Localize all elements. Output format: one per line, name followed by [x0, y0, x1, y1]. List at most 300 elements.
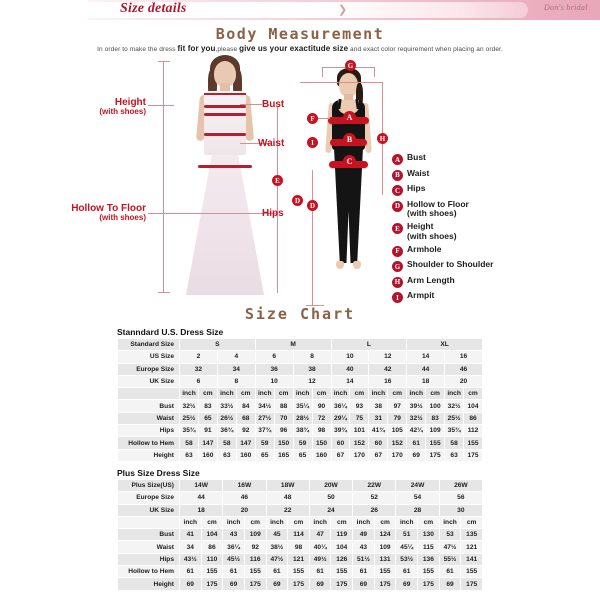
cell-uk_size: 28	[396, 504, 439, 516]
cell-us_size: 12	[369, 351, 407, 363]
cell-uk_size: 18	[407, 375, 445, 387]
row-label-bust: Bust	[118, 529, 180, 541]
cell-hips: 136	[418, 553, 440, 565]
cell-bust: 84	[236, 400, 255, 412]
cell-hips: 49½	[309, 553, 331, 565]
cell-hollow-to-hem: 155	[374, 566, 396, 578]
row-label-uk-size: UK Size	[118, 375, 180, 387]
shoulder-tick-right	[374, 67, 375, 77]
legend-label-d	[407, 200, 469, 219]
unit-header-cm: cm	[418, 516, 440, 528]
unit-header-cm: cm	[374, 516, 396, 528]
cell-bust: 97	[388, 400, 407, 412]
unit-header-inch: inch	[369, 388, 388, 400]
dress-skirt	[186, 151, 264, 295]
cell-waist: 86	[201, 541, 223, 553]
cell-bust: 49	[353, 529, 375, 541]
cell-height: 65	[293, 449, 312, 461]
marker-d-center: D	[292, 195, 303, 206]
cell-waist: 26½	[217, 412, 236, 424]
cell-us_size: 2	[180, 351, 218, 363]
figure-label-hips: Hips	[262, 208, 284, 219]
marker-f: F	[307, 113, 318, 124]
cell-height: 69	[353, 578, 375, 590]
unit-header-cm: cm	[426, 388, 445, 400]
intro-part2: ,please	[215, 46, 240, 53]
cell-hollow-to-hem: 58	[217, 437, 236, 449]
cell-hips: 51½	[353, 553, 375, 565]
legend-item-c	[392, 184, 542, 196]
legend-item-b	[392, 169, 542, 181]
legend-badge-h: H	[392, 277, 403, 288]
cell-hips: 96	[274, 425, 293, 437]
cell-hips: 43½	[180, 553, 202, 565]
legend-label-d-sub: (with shoes)	[407, 208, 457, 219]
row-label-waist: Waist	[118, 412, 180, 424]
cell-uk_size: 30	[439, 504, 482, 516]
figure-label-height-sub: (with shoes)	[99, 107, 146, 116]
unit-header-cm: cm	[236, 388, 255, 400]
marker-b: B	[343, 133, 356, 146]
table-row	[118, 516, 483, 528]
cell-europe_size: 38	[293, 363, 331, 375]
legend-badge-d: D	[392, 201, 403, 212]
cell-hollow-to-hem: 61	[266, 566, 288, 578]
figure-label-hollow-text: Hollow To Floor	[71, 203, 146, 214]
unit-header-inch: inch	[309, 516, 331, 528]
brand-logo: Don's bridal	[544, 3, 588, 12]
cell-uk_size: 20	[223, 504, 266, 516]
cell-height: 175	[244, 578, 266, 590]
cell-height: 175	[418, 578, 440, 590]
cell-hollow-to-hem: 61	[396, 566, 418, 578]
marker-c: C	[343, 155, 356, 168]
cell-europe_size: 34	[217, 363, 255, 375]
cell-waist: 40¼	[309, 541, 331, 553]
cell-bust: 119	[331, 529, 353, 541]
height-guide-line	[163, 61, 164, 293]
cell-uk_size: 20	[445, 375, 483, 387]
marker-h: H	[377, 133, 388, 144]
cell-hips: 112	[464, 425, 483, 437]
cell-waist: 36¼	[223, 541, 245, 553]
cell-hollow-to-hem: 150	[312, 437, 331, 449]
legend-item-a	[392, 153, 542, 165]
row-label-hips: Hips	[118, 553, 180, 565]
cell-waist: 25½	[445, 412, 464, 424]
cell-uk_size: 8	[217, 375, 255, 387]
model-foot-right	[353, 261, 361, 269]
table-row	[118, 566, 483, 578]
figures-area	[0, 55, 600, 303]
cell-height: 175	[464, 449, 483, 461]
cell-hips: 53½	[396, 553, 418, 565]
table-row	[118, 351, 483, 363]
height-pointer	[148, 105, 174, 106]
cell-bust: 32½	[180, 400, 199, 412]
cell-hips: 105	[388, 425, 407, 437]
legend-badge-a: A	[392, 154, 403, 165]
dress-bust-band	[204, 105, 246, 108]
row-label-plus-size: Plus Size(US)	[118, 480, 180, 492]
table-row	[118, 529, 483, 541]
unit-header-inch: inch	[255, 388, 274, 400]
table-row	[118, 541, 483, 553]
unit-header-cm: cm	[244, 516, 266, 528]
body-measurement-title: Body Measurement	[215, 25, 385, 43]
size-group-s: S	[180, 339, 256, 351]
dress-shoulder-line	[204, 93, 246, 95]
table-row	[118, 553, 483, 565]
cell-height: 160	[312, 449, 331, 461]
table-row	[118, 400, 483, 412]
cell-height: 69	[309, 578, 331, 590]
cell-us_size: 14	[407, 351, 445, 363]
cell-waist: 25½	[180, 412, 199, 424]
cell-bust: 90	[312, 400, 331, 412]
cell-bust: 104	[201, 529, 223, 541]
unit-header-cm: cm	[288, 516, 310, 528]
legend-label-d-main: Hollow to Floor	[407, 198, 469, 209]
cell-waist: 92	[244, 541, 266, 553]
cell-hollow-to-hem: 150	[274, 437, 293, 449]
row-label-europe-size: Europe Size	[118, 492, 180, 504]
table-row	[118, 492, 483, 504]
cell-height: 175	[461, 578, 483, 590]
dress-figure	[178, 55, 278, 295]
cell-plus_size: 18W	[266, 480, 309, 492]
unit-header-inch: inch	[180, 516, 202, 528]
table-row	[118, 375, 483, 387]
cell-bust: 83	[198, 400, 217, 412]
table-row	[118, 363, 483, 375]
size-group-l: L	[331, 339, 407, 351]
cell-hips: 121	[288, 553, 310, 565]
cell-hips: 38¾	[293, 425, 312, 437]
measurement-legend	[392, 153, 542, 307]
table-row	[118, 437, 483, 449]
unit-header-inch: inch	[293, 388, 312, 400]
cell-us_size: 4	[217, 351, 255, 363]
cell-uk_size: 12	[293, 375, 331, 387]
cell-height: 69	[266, 578, 288, 590]
legend-item-i	[392, 291, 542, 303]
hollow-floor-guide	[312, 170, 313, 305]
intro-strong1: fit for you	[177, 44, 216, 53]
standard-table-caption: Stanndard U.S. Dress Size	[117, 327, 224, 337]
standard-size-table	[117, 338, 483, 462]
cell-bust: 135	[461, 529, 483, 541]
unit-header-cm: cm	[274, 388, 293, 400]
figure-label-hollow-sub: (with shoes)	[99, 213, 146, 222]
unit-header-inch: inch	[353, 516, 375, 528]
cell-europe_size: 52	[353, 492, 396, 504]
marker-a: A	[343, 111, 356, 124]
table-row	[118, 504, 483, 516]
figure-label-height	[48, 97, 146, 117]
legend-item-g	[392, 260, 542, 272]
row-label-hips: Hips	[118, 425, 180, 437]
model-figure	[318, 63, 380, 303]
cell-height: 65	[255, 449, 274, 461]
dress-waist-band	[204, 133, 246, 136]
cell-waist: 31	[369, 412, 388, 424]
cell-hips: 101	[350, 425, 369, 437]
cell-bust: 130	[418, 529, 440, 541]
cell-uk_size: 16	[369, 375, 407, 387]
marker-i: I	[307, 137, 318, 148]
cell-height: 69	[180, 578, 202, 590]
cell-height: 63	[445, 449, 464, 461]
cell-height: 63	[217, 449, 236, 461]
cell-bust: 34½	[255, 400, 274, 412]
cell-uk_size: 14	[331, 375, 369, 387]
cell-hollow-to-hem: 60	[331, 437, 350, 449]
cell-hips: 55½	[439, 553, 461, 565]
cell-bust: 124	[374, 529, 396, 541]
cell-hollow-to-hem: 155	[418, 566, 440, 578]
cell-height: 170	[388, 449, 407, 461]
legend-label-g: Shoulder to Shoulder	[407, 259, 494, 270]
unit-header-cm: cm	[464, 388, 483, 400]
row-label-height: Height	[118, 449, 180, 461]
cell-height: 69	[407, 449, 426, 461]
cell-plus_size: 22W	[353, 480, 396, 492]
cell-waist: 38½	[266, 541, 288, 553]
cell-europe_size: 44	[407, 363, 445, 375]
cell-waist: 104	[331, 541, 353, 553]
cell-hips: 91	[198, 425, 217, 437]
cell-waist: 29¼	[331, 412, 350, 424]
cell-europe_size: 46	[445, 363, 483, 375]
cell-bust: 32½	[445, 400, 464, 412]
plus-table-caption: Plus Size Dress Size	[117, 468, 200, 478]
cell-europe_size: 56	[439, 492, 482, 504]
cell-hollow-to-hem: 155	[201, 566, 223, 578]
row-label-height: Height	[118, 578, 180, 590]
legend-label-a: Bust	[407, 152, 426, 162]
legend-label-c: Hips	[407, 183, 426, 193]
cell-waist: 115	[418, 541, 440, 553]
cell-hips: 35¾	[445, 425, 464, 437]
cell-plus_size: 26W	[439, 480, 482, 492]
unit-header-inch: inch	[407, 388, 426, 400]
unit-header-inch: inch	[180, 388, 199, 400]
legend-label-e-sub: (with shoes)	[407, 230, 457, 241]
cell-plus_size: 20W	[309, 480, 352, 492]
cell-bust: 41	[180, 529, 202, 541]
cell-uk_size: 22	[266, 504, 309, 516]
cell-hollow-to-hem: 61	[223, 566, 245, 578]
cell-height: 175	[288, 578, 310, 590]
unit-header-cm: cm	[461, 516, 483, 528]
cell-waist: 83	[426, 412, 445, 424]
legend-label-b: Waist	[407, 167, 430, 178]
cell-waist: 65	[198, 412, 217, 424]
cell-waist: 68	[236, 412, 255, 424]
unit-header-inch: inch	[266, 516, 288, 528]
cell-bust: 33½	[217, 400, 236, 412]
dress-bust-band-2	[204, 113, 246, 116]
cell-hollow-to-hem: 61	[353, 566, 375, 578]
cell-bust: 104	[464, 400, 483, 412]
legend-label-h: Arm Length	[407, 274, 455, 285]
cell-height: 67	[331, 449, 350, 461]
figure-label-hollow-to-floor	[18, 203, 146, 223]
cell-hollow-to-hem: 155	[244, 566, 266, 578]
cell-bust: 88	[274, 400, 293, 412]
cell-uk_size: 10	[255, 375, 293, 387]
cell-waist: 121	[461, 541, 483, 553]
cell-waist: 45¼	[396, 541, 418, 553]
cell-plus_size: 16W	[223, 480, 266, 492]
unit-header-inch: inch	[445, 388, 464, 400]
cell-waist: 98	[288, 541, 310, 553]
cell-us_size: 10	[331, 351, 369, 363]
figure-label-waist: Waist	[258, 138, 285, 149]
cell-bust: 47	[309, 529, 331, 541]
height-tick-top	[158, 61, 170, 62]
cell-us_size: 8	[293, 351, 331, 363]
cell-us_size: 6	[255, 351, 293, 363]
cell-hollow-to-hem: 61	[309, 566, 331, 578]
cell-height: 63	[180, 449, 199, 461]
cell-plus_size: 14W	[180, 480, 223, 492]
cell-europe_size: 44	[180, 492, 223, 504]
marker-d: D	[307, 200, 318, 211]
cell-hollow-to-hem: 59	[255, 437, 274, 449]
cell-hips: 109	[426, 425, 445, 437]
cell-waist: 79	[388, 412, 407, 424]
cell-europe_size: 50	[309, 492, 352, 504]
table-row	[118, 339, 483, 351]
cell-hollow-to-hem: 147	[198, 437, 217, 449]
cell-bust: 109	[244, 529, 266, 541]
table-row	[118, 449, 483, 461]
cell-hips: 35¾	[180, 425, 199, 437]
cell-hips: 141	[461, 553, 483, 565]
cell-us_size: 16	[445, 351, 483, 363]
legend-item-h	[392, 276, 542, 288]
cell-height: 165	[274, 449, 293, 461]
cell-europe_size: 36	[255, 363, 293, 375]
cell-bust: 36¼	[331, 400, 350, 412]
cell-hollow-to-hem: 155	[461, 566, 483, 578]
cell-hollow-to-hem: 61	[407, 437, 426, 449]
cell-bust: 51	[396, 529, 418, 541]
cell-waist: 72	[312, 412, 331, 424]
intro-part3: and exact color requirement when placing an order.	[348, 46, 503, 53]
intro-text	[0, 44, 600, 53]
figure-label-height-text: Height	[114, 97, 146, 108]
legend-badge-g: G	[392, 261, 403, 272]
cell-height: 69	[439, 578, 461, 590]
unit-header-inch: inch	[223, 516, 245, 528]
legend-item-f	[392, 245, 542, 257]
row-label-unit	[118, 516, 180, 528]
row-label-waist: Waist	[118, 541, 180, 553]
marker-g: G	[345, 60, 356, 71]
cell-hips: 37¾	[255, 425, 274, 437]
cell-height: 175	[331, 578, 353, 590]
cell-bust: 93	[350, 400, 369, 412]
unit-header-inch: inch	[396, 516, 418, 528]
cell-height: 160	[236, 449, 255, 461]
cell-hips: 92	[236, 425, 255, 437]
cell-hollow-to-hem: 152	[388, 437, 407, 449]
cell-hips: 116	[244, 553, 266, 565]
cell-hollow-to-hem: 155	[464, 437, 483, 449]
legend-badge-i: I	[392, 292, 403, 303]
model-foot-left	[336, 261, 344, 269]
bust-pointer	[240, 104, 262, 105]
table-row	[118, 388, 483, 400]
cell-uk_size: 6	[180, 375, 218, 387]
cell-height: 175	[426, 449, 445, 461]
hips-pointer	[240, 213, 262, 214]
cell-europe_size: 46	[223, 492, 266, 504]
legend-badge-f: F	[392, 246, 403, 257]
legend-label-e-main: Height	[407, 221, 434, 232]
legend-item-d	[392, 200, 542, 219]
cell-height: 170	[350, 449, 369, 461]
unit-header-cm: cm	[350, 388, 369, 400]
row-label-uk-size: UK Size	[118, 504, 180, 516]
row-label-europe-size: Europe Size	[118, 363, 180, 375]
model-top-guide	[300, 82, 382, 83]
cell-hollow-to-hem: 61	[180, 566, 202, 578]
row-label-hollow-to-hem: Hollow to Hem	[118, 437, 180, 449]
cell-bust: 43	[223, 529, 245, 541]
dress-hips-band	[198, 165, 252, 168]
size-group-xl: XL	[407, 339, 483, 351]
cell-hips: 47½	[266, 553, 288, 565]
cell-hips: 41¾	[369, 425, 388, 437]
cell-bust: 45	[266, 529, 288, 541]
cell-waist: 86	[464, 412, 483, 424]
unit-header-inch: inch	[217, 388, 236, 400]
dress-bodice	[204, 91, 246, 155]
table-row	[118, 412, 483, 424]
intro-part1: In order to make the dress	[97, 46, 178, 53]
cell-bust: 39½	[407, 400, 426, 412]
legend-label-f: Armhole	[407, 243, 442, 254]
cell-uk_size: 24	[309, 504, 352, 516]
cell-hips: 110	[201, 553, 223, 565]
intro-strong2: give us your exactitude size	[239, 44, 349, 53]
legend-label-e	[407, 222, 457, 241]
cell-height: 69	[223, 578, 245, 590]
cell-hollow-to-hem: 147	[236, 437, 255, 449]
size-details-banner	[88, 0, 600, 20]
size-chart-title: Size Chart	[244, 305, 356, 323]
row-label-standard-size: Standard Size	[118, 339, 180, 351]
cell-height: 160	[198, 449, 217, 461]
table-row	[118, 425, 483, 437]
cell-hollow-to-hem: 155	[426, 437, 445, 449]
cell-height: 69	[396, 578, 418, 590]
unit-header-cm: cm	[331, 516, 353, 528]
figure-label-bust: Bust	[262, 99, 285, 110]
cell-waist: 27½	[255, 412, 274, 424]
banner-title: Size details	[120, 1, 187, 16]
legend-badge-b: B	[392, 170, 403, 181]
cell-hollow-to-hem: 60	[369, 437, 388, 449]
cell-bust: 53	[439, 529, 461, 541]
legend-badge-c: C	[392, 185, 403, 196]
cell-hollow-to-hem: 59	[293, 437, 312, 449]
height-tick-bottom	[158, 292, 170, 293]
